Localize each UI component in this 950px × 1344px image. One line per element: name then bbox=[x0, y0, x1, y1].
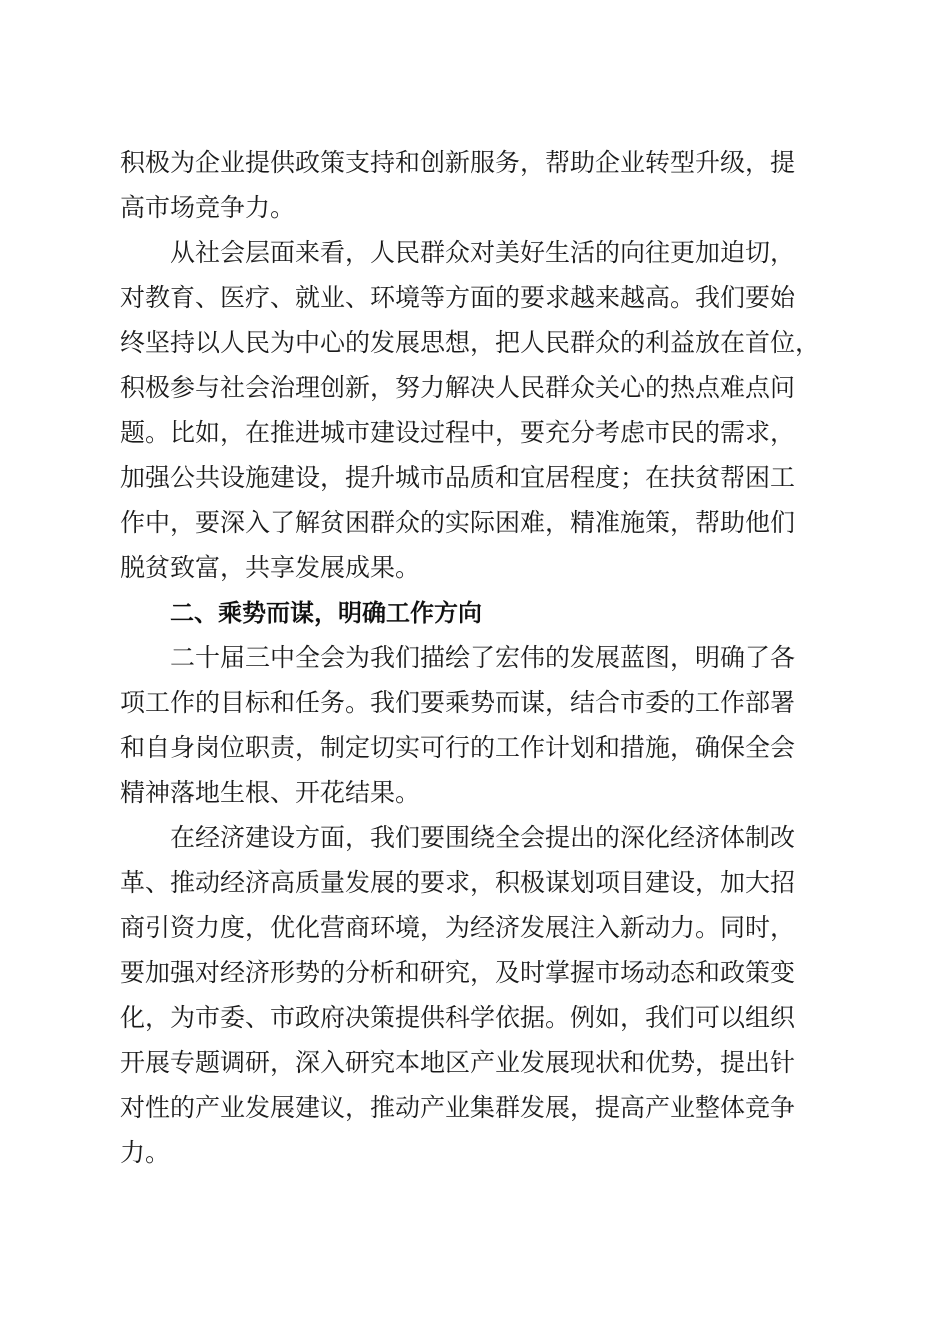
text-line-17: 革、推动经济高质量发展的要求，积极谋划项目建设，加大招 bbox=[120, 868, 796, 897]
text-line-3: 从社会层面来看，人民群众对美好生活的向往更加迫切， bbox=[170, 238, 796, 267]
text-line-18: 商引资力度，优化营商环境，为经济发展注入新动力。同时， bbox=[120, 913, 796, 942]
text-line-20: 化，为市委、市政府决策提供科学依据。例如，我们可以组织 bbox=[120, 1003, 796, 1032]
text-line-16: 在经济建设方面，我们要围绕全会提出的深化经济体制改 bbox=[170, 823, 796, 852]
text-line-15: 精神落地生根、开花结果。 bbox=[120, 778, 421, 807]
text-line-13: 项工作的目标和任务。我们要乘势而谋，结合市委的工作部署 bbox=[120, 688, 796, 717]
text-line-1: 积极为企业提供政策支持和创新服务，帮助企业转型升级，提 bbox=[120, 148, 796, 177]
text-line-9: 作中，要深入了解贫困群众的实际困难，精准施策，帮助他们 bbox=[120, 508, 796, 537]
text-line-19: 要加强对经济形势的分析和研究，及时掌握市场动态和政策变 bbox=[120, 958, 796, 987]
text-line-6: 积极参与社会治理创新，努力解决人民群众关心的热点难点问 bbox=[120, 373, 796, 402]
text-line-10: 脱贫致富，共享发展成果。 bbox=[120, 553, 421, 582]
text-line-12: 二十届三中全会为我们描绘了宏伟的发展蓝图，明确了各 bbox=[170, 643, 796, 672]
text-line-5: 终坚持以人民为中心的发展思想，把人民群众的利益放在首位， bbox=[120, 328, 821, 357]
text-line-2: 高市场竞争力。 bbox=[120, 193, 296, 222]
text-line-21: 开展专题调研，深入研究本地区产业发展现状和优势，提出针 bbox=[120, 1048, 796, 1077]
text-line-4: 对教育、医疗、就业、环境等方面的要求越来越高。我们要始 bbox=[120, 283, 796, 312]
text-line-14: 和自身岗位职责，制定切实可行的工作计划和措施，确保全会 bbox=[120, 733, 796, 762]
text-line-7: 题。比如，在推进城市建设过程中，要充分考虑市民的需求， bbox=[120, 418, 796, 447]
text-line-22: 对性的产业发展建议，推动产业集群发展，提高产业整体竞争 bbox=[120, 1093, 796, 1122]
text-line-23: 力。 bbox=[120, 1138, 171, 1167]
text-line-8: 加强公共设施建设，提升城市品质和宜居程度；在扶贫帮困工 bbox=[120, 463, 796, 492]
section-heading: 二、乘势而谋，明确工作方向 bbox=[170, 599, 482, 627]
